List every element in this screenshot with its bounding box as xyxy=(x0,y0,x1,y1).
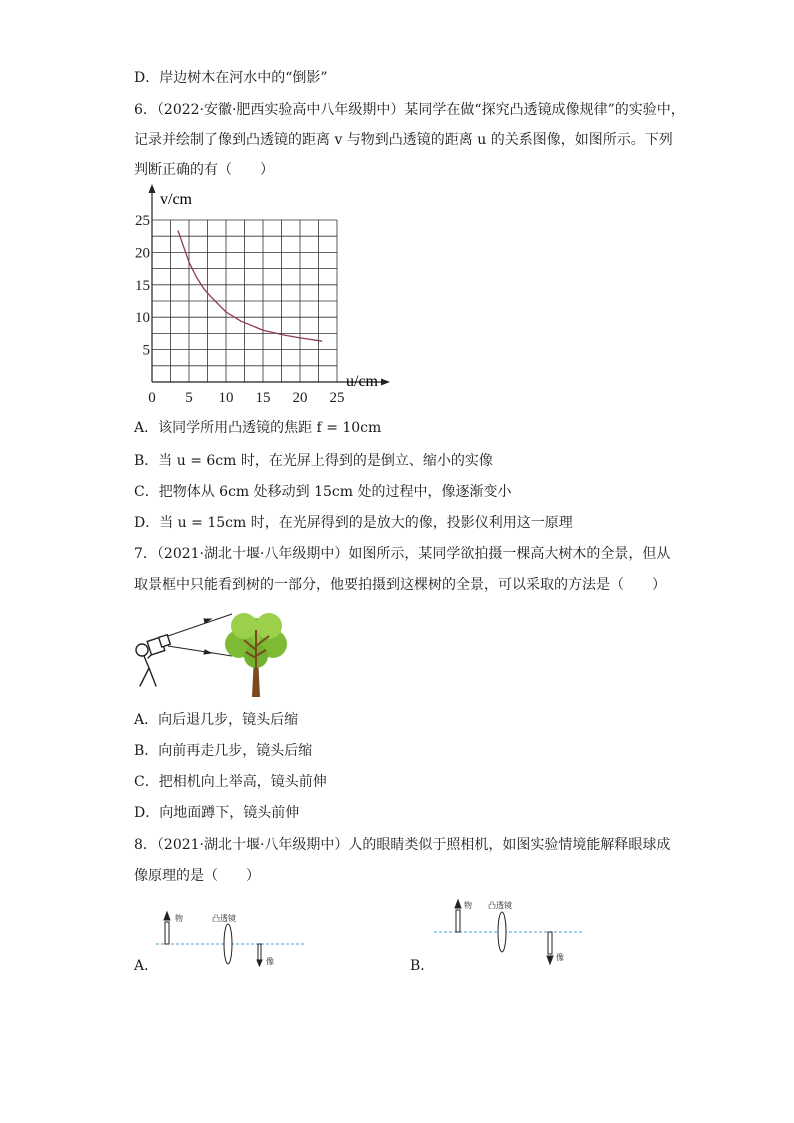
q6-option-c: C．把物体从 6cm 处移动到 15cm 处的过程中，像逐渐变小 xyxy=(134,484,512,500)
q7-option-c: C．把相机向上举高，镜头前伸 xyxy=(134,774,327,790)
q8-stem-line2: 像原理的是（ ） xyxy=(134,868,260,884)
q7-stem-line1: 7．（2021·湖北十堰·八年级期中）如图所示，某同学欲拍摄一棵高大树木的全景，但从 xyxy=(134,546,671,562)
image-label: 像 xyxy=(266,957,274,966)
q8-option-a-label: A． xyxy=(134,958,159,974)
sight-lines xyxy=(168,614,232,656)
q6-stem-line1: 6．（2022·安徽·肥西实验高中八年级期中）某同学在做“探究凸透镜成像规律”的实验中， xyxy=(134,102,685,118)
q6-option-a: A．该同学所用凸透镜的焦距 f = 10cm xyxy=(134,420,382,436)
q8-option-b-label: B． xyxy=(410,958,435,974)
y-axis-arrow-icon xyxy=(149,184,156,193)
q6-option-d: D．当 u = 15cm 时，在光屏得到的是放大的像，投影仪利用这一原理 xyxy=(134,515,573,531)
chart-grid xyxy=(152,220,337,382)
x-tick-label: 10 xyxy=(218,390,234,406)
x-tick-label: 5 xyxy=(185,390,193,406)
q7-option-b: B．向前再走几步，镜头后缩 xyxy=(134,743,313,759)
x-tick-label: 20 xyxy=(292,390,308,406)
y-tick-label: 20 xyxy=(135,245,150,262)
convex-lens xyxy=(224,924,232,964)
image-label: 像 xyxy=(556,953,564,962)
photographer-icon xyxy=(136,635,170,686)
camera-tree-figure xyxy=(132,606,292,702)
q5-option-d: D．岸边树木在河水中的“倒影” xyxy=(134,70,328,86)
q7-option-d: D．向地面蹲下，镜头前伸 xyxy=(134,805,300,821)
image-arrow-icon xyxy=(547,932,553,964)
x-axis-arrow-icon xyxy=(381,379,390,386)
chart-ticks xyxy=(135,213,345,406)
convex-lens xyxy=(498,912,506,952)
y-tick-label: 15 xyxy=(135,277,150,294)
x-tick-label: 15 xyxy=(255,390,271,406)
q6-stem-line3: 判断正确的有（ ） xyxy=(134,162,274,178)
lens-label: 凸透镜 xyxy=(212,914,236,923)
tree-icon xyxy=(225,613,287,697)
q8-stem-line1: 8．（2021·湖北十堰·八年级期中）人的眼睛类似于照相机，如图实验情境能解释眼球成 xyxy=(134,837,671,853)
q8-figure-a xyxy=(156,906,310,970)
q6-option-b: B．当 u = 6cm 时，在光屏上得到的是倒立、缩小的实像 xyxy=(134,453,493,469)
q7-option-a: A．向后退几步，镜头后缩 xyxy=(134,712,299,728)
y-tick-label: 10 xyxy=(135,310,150,327)
object-arrow-icon xyxy=(164,912,170,944)
lens-label: 凸透镜 xyxy=(488,901,512,910)
q6-stem-line2: 记录并绘制了像到凸透镜的距离 v 与物到凸透镜的距离 u 的关系图像，如图所示。下列 xyxy=(134,132,673,148)
chart-curve-series xyxy=(178,230,322,341)
y-tick-label: 25 xyxy=(135,213,150,229)
y-tick-label: 5 xyxy=(142,342,150,359)
x-tick-label: 25 xyxy=(329,390,345,406)
object-arrow-icon xyxy=(455,900,461,932)
image-arrow-icon xyxy=(257,944,262,966)
v-u-chart xyxy=(128,184,398,414)
chart-x-axis-label: u/cm xyxy=(346,373,378,390)
object-label: 物 xyxy=(464,901,472,910)
x-tick-label: 0 xyxy=(148,390,156,406)
object-label: 物 xyxy=(175,914,183,923)
chart-y-axis-label: v/cm xyxy=(160,191,192,208)
q7-stem-line2: 取景框中只能看到树的一部分，他要拍摄到这棵树的全景，可以采取的方法是（ ） xyxy=(134,577,666,593)
q8-figure-b xyxy=(432,894,586,966)
